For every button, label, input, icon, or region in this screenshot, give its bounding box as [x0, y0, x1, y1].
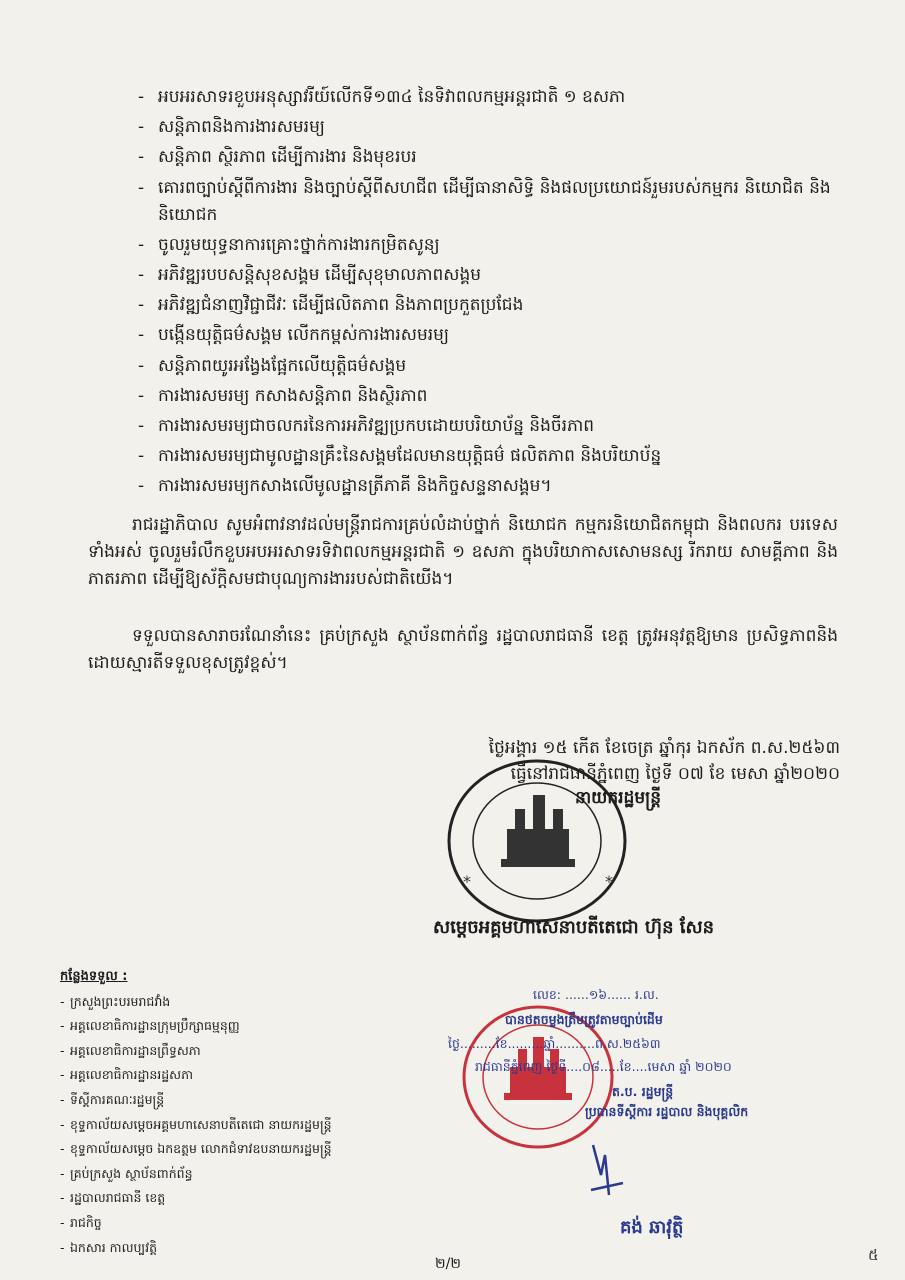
recipients-list	[60, 965, 400, 1260]
solar-date: ធ្វើនៅរាជធានីភ្នំពេញ ថ្ងៃទី ០៧ ខែ មេសា ឆ្នាំ២០២០	[510, 764, 840, 784]
certifier-name: គង់ ឆាវុត្ថិ	[620, 1217, 684, 1238]
pm-title: នាយករដ្ឋមន្ត្រី	[575, 788, 661, 808]
list-item: - ការងារសមរម្យជាមូលដ្ឋានគ្រឹះនៃសង្គមដែលមានយុត្តិធម៌ ផលិតភាព និងបរិយាប័ន្ន	[138, 443, 838, 470]
recipients-header: កន្លែងទទួល :	[60, 969, 128, 984]
instruction-paragraph: ទទួលបានសារាចរណែនាំនេះ គ្រប់ក្រសួង ស្ថាប័នពាក់ព័ន្ធ រដ្ឋបាលរាជធានី ខេត្ត ត្រូវអនុវត្តឱ្យមាន ប្រសិទ្ធភាពនិងដោយស្មារតីទទួលខុសត្រូវខ្ពស់។	[88, 626, 838, 673]
appeal-paragraph: រាជរដ្ឋាភិបាល សូមអំពាវនាវដល់មន្ត្រីរាជការគ្រប់លំដាប់ថ្នាក់ និយោជក កម្មករនិយោជិតកម្ពុជា និងពលករ បរទេសទាំងអស់ ចូលរួមរំលឹកខួបអបអរសាទរទិវាពលកម្មអន្តរជាតិ ១ ឧសភា ក្នុងបរិយាកាសសោមនស្ស រីករាយ សាមគ្គីភាព និងភាតរភាព ដើម្បីឱ្យស័ក្តិសមជាបុណ្យការងាររបស់ជាតិយើង។	[88, 515, 838, 589]
list-item: - អភិវឌ្ឍជំនាញវិជ្ជាជីវៈ ដើម្បីផលិតភាព និងភាពប្រកួតប្រជែង	[138, 292, 838, 319]
list-item: - សន្តិភាពនិងការងារសមរម្យ	[138, 114, 838, 141]
certification-title: បានថតចម្លងត្រឹមត្រូវតាមច្បាប់ដើម	[505, 1012, 663, 1027]
signature-icon	[583, 1135, 633, 1205]
corner-mark: ៥	[868, 1246, 879, 1264]
page-number: ២/២	[435, 1256, 461, 1272]
list-item: - ការងារសមរម្យជាចលករនៃការអភិវឌ្ឍប្រកបដោយបរិយាប័ន្ន និងចីរភាព	[138, 413, 838, 440]
list-item: - គោរពច្បាប់ស្តីពីការងារ និងច្បាប់ស្តីពីសហជីព ដើម្បីធានាសិទ្ធិ និងផលប្រយោជន៍រួមរបស់កម្មករ និយោជិត និងនិយោជក	[138, 175, 838, 229]
certification-place: រាជធានីភ្នំពេញ ថ្ងៃទី....០៨.....ខែ....មេសា ឆ្នាំ ២០២០	[475, 1059, 732, 1074]
list-item: - អបអរសាទរខួបអនុស្សាវរីយ៍លើកទី១៣៤ នៃទិវាពលកម្មអន្តរជាតិ ១ ឧសភា	[138, 84, 838, 111]
list-item: - រាជកិច្ច	[60, 1211, 400, 1236]
certification-date: ថ្ងៃ.........ខែ.........ឆ្នាំ..........ព.ស.២៥៦៣	[448, 1036, 661, 1051]
list-item: - ខុទ្ទកាល័យសម្តេច ឯកឧត្តម លោកជំទាវឧបនាយករដ្ឋមន្ត្រី	[60, 1137, 400, 1162]
list-item: - រដ្ឋបាលរាជធានី ខេត្ត	[60, 1186, 400, 1211]
lunar-date: ថ្ងៃអង្គារ ១៥ កើត ខែចេត្រ ឆ្នាំកុរ ឯកស័ក ព.ស.២៥៦៣	[488, 738, 840, 758]
list-item: - អគ្គលេខាធិការដ្ឋានក្រុមប្រឹក្សាធម្មនុញ្ញ	[60, 1014, 400, 1039]
pm-name: សម្តេចអគ្គមហាសេនាបតីតេជោ ហ៊ុន សែន	[433, 917, 715, 938]
list-item: - ចូលរួមយុទ្ធនាការគ្រោះថ្នាក់ការងារកម្រិតសូន្យ	[138, 232, 838, 259]
slogan-list	[138, 84, 838, 503]
certification-ref: លេខ: ......១៦...... រ.ល.	[533, 987, 659, 1002]
list-item: - បង្កើនយុត្តិធម៌សង្គម លើកកម្ពស់ការងារសមរម្យ	[138, 322, 838, 349]
list-item: - ក្រសួងព្រះបរមរាជវាំង	[60, 990, 400, 1015]
list-item: - ការងារសមរម្យកសាងលើមូលដ្ឋានត្រីភាគី និងកិច្ចសន្ទនាសង្គម។	[138, 473, 838, 500]
svg-text:*: *	[605, 872, 613, 891]
official-seal-icon	[445, 757, 635, 927]
certification-role: ត.ប. រដ្ឋមន្ត្រី	[612, 1084, 674, 1099]
list-item: - ការងារសមរម្យ កសាងសន្តិភាព និងស្ថិរភាព	[138, 383, 838, 410]
list-item: - សន្តិភាពយូរអង្វែងផ្អែកលើយុត្តិធម៌សង្គម	[138, 353, 838, 380]
list-item: - សន្តិភាព ស្ថិរភាព ដើម្បីការងារ និងមុខរបរ	[138, 144, 838, 171]
list-item: - ខុទ្ទកាល័យសម្តេចអគ្គមហាសេនាបតីតេជោ នាយករដ្ឋមន្ត្រី	[60, 1113, 400, 1138]
list-item: - ឯកសារ កាលប្បវត្តិ	[60, 1236, 400, 1261]
list-item: - ទីស្តីការគណៈរដ្ឋមន្ត្រី	[60, 1088, 400, 1113]
certification-department: ប្រធានទីស្តីការ រដ្ឋបាល និងបុគ្គលិក	[585, 1104, 749, 1119]
list-item: - អគ្គលេខាធិការដ្ឋានព្រឹទ្ធសភា	[60, 1039, 400, 1064]
list-item: - អភិវឌ្ឍរបបសន្តិសុខសង្គម ដើម្បីសុខុមាលភាពសង្គម	[138, 262, 838, 289]
list-item: - អគ្គលេខាធិការដ្ឋានរដ្ឋសភា	[60, 1063, 400, 1088]
list-item: - គ្រប់ក្រសួង ស្ថាប័នពាក់ព័ន្ធ	[60, 1162, 400, 1187]
svg-text:*: *	[463, 872, 471, 891]
